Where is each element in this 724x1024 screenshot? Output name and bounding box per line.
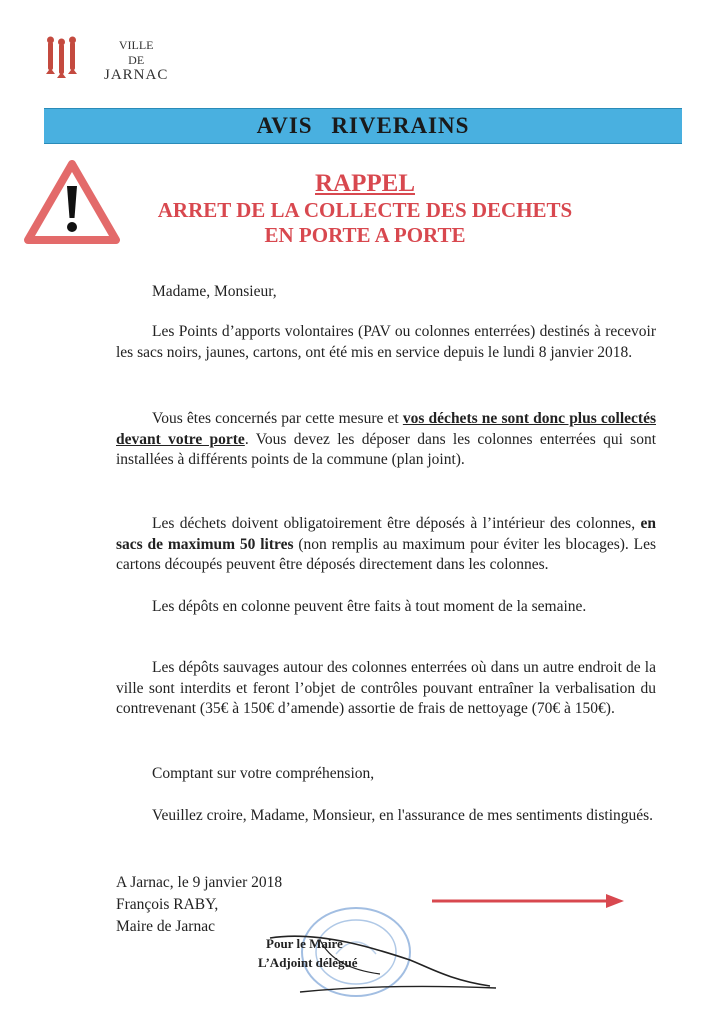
signoff-place-date: A Jarnac, le 9 janvier 2018 xyxy=(116,874,283,891)
paragraph-3 xyxy=(116,514,656,576)
paragraph-2-emphasis: vos déchets ne sont donc plus collectés devant votre porte xyxy=(116,410,656,448)
signoff xyxy=(116,872,282,938)
paragraph-3-rest: (non remplis au maximum pour éviter les blocages). Les cartons découpés peuvent être déposés directement dans les colonnes. xyxy=(116,535,656,573)
signature-line1: Pour le Maire xyxy=(266,936,343,951)
paragraph-4: Les dépôts en colonne peuvent être faits à tout moment de la semaine. xyxy=(152,598,587,615)
arrow-right-icon xyxy=(432,892,626,910)
paragraph-3-intro: Les déchets doivent obligatoirement être déposés à l’intérieur des colonnes, xyxy=(152,515,641,532)
paragraph-1: Les Points d’apports volontaires (PAV ou colonnes enterrées) destinés à recevoir les sacs noirs, jaunes, cartons, ont été mis en service depuis le lundi 8 janvier 2018. xyxy=(116,323,656,361)
paragraph-7: Veuillez croire, Madame, Monsieur, en l'assurance de mes sentiments distingués. xyxy=(152,807,654,824)
signoff-name: François RABY, xyxy=(116,896,219,913)
paragraph-5: Les dépôts sauvages autour des colonnes enterrées où dans un autre endroit de la ville sont interdits et feront l’objet de contrôles pouvant entraîner la verbalisation du contrevenant (35€ à 150€ d’amende) assortie de frais de nettoyage (70€ à 150€). xyxy=(116,659,656,717)
warning-icon xyxy=(24,160,120,246)
banner-title: AVIS RIVERAINS xyxy=(256,113,470,138)
signature-line2: L’Adjoint délégué xyxy=(258,955,358,970)
logo-text xyxy=(104,38,168,83)
paragraph-2 xyxy=(116,409,656,471)
paragraph-2-rest: . Vous devez les déposer dans les colonnes enterrées qui sont installées à différents points de la commune (plan joint). xyxy=(116,430,657,468)
paragraph-6: Comptant sur votre compréhension, xyxy=(152,765,375,782)
signature-icon xyxy=(260,930,500,1000)
logo-line2: DE xyxy=(128,53,145,67)
notice-banner xyxy=(44,108,682,144)
greeting-text: Madame, Monsieur, xyxy=(152,283,277,300)
title-rappel: RAPPEL xyxy=(315,170,415,197)
greeting xyxy=(116,282,656,303)
paragraph-2-intro: Vous êtes concernés par cette mesure et xyxy=(152,410,403,427)
logo-line3: JARNAC xyxy=(104,67,169,83)
title-line1: ARRET DE LA COLLECTE DES DECHETS xyxy=(157,198,573,222)
signoff-role: Maire de Jarnac xyxy=(116,918,215,935)
title-block xyxy=(110,170,620,248)
paragraph-3-emphasis: en sacs de maximum 50 litres xyxy=(116,515,656,553)
title-line2: EN PORTE A PORTE xyxy=(264,223,466,247)
logo-line1: VILLE xyxy=(118,38,154,52)
